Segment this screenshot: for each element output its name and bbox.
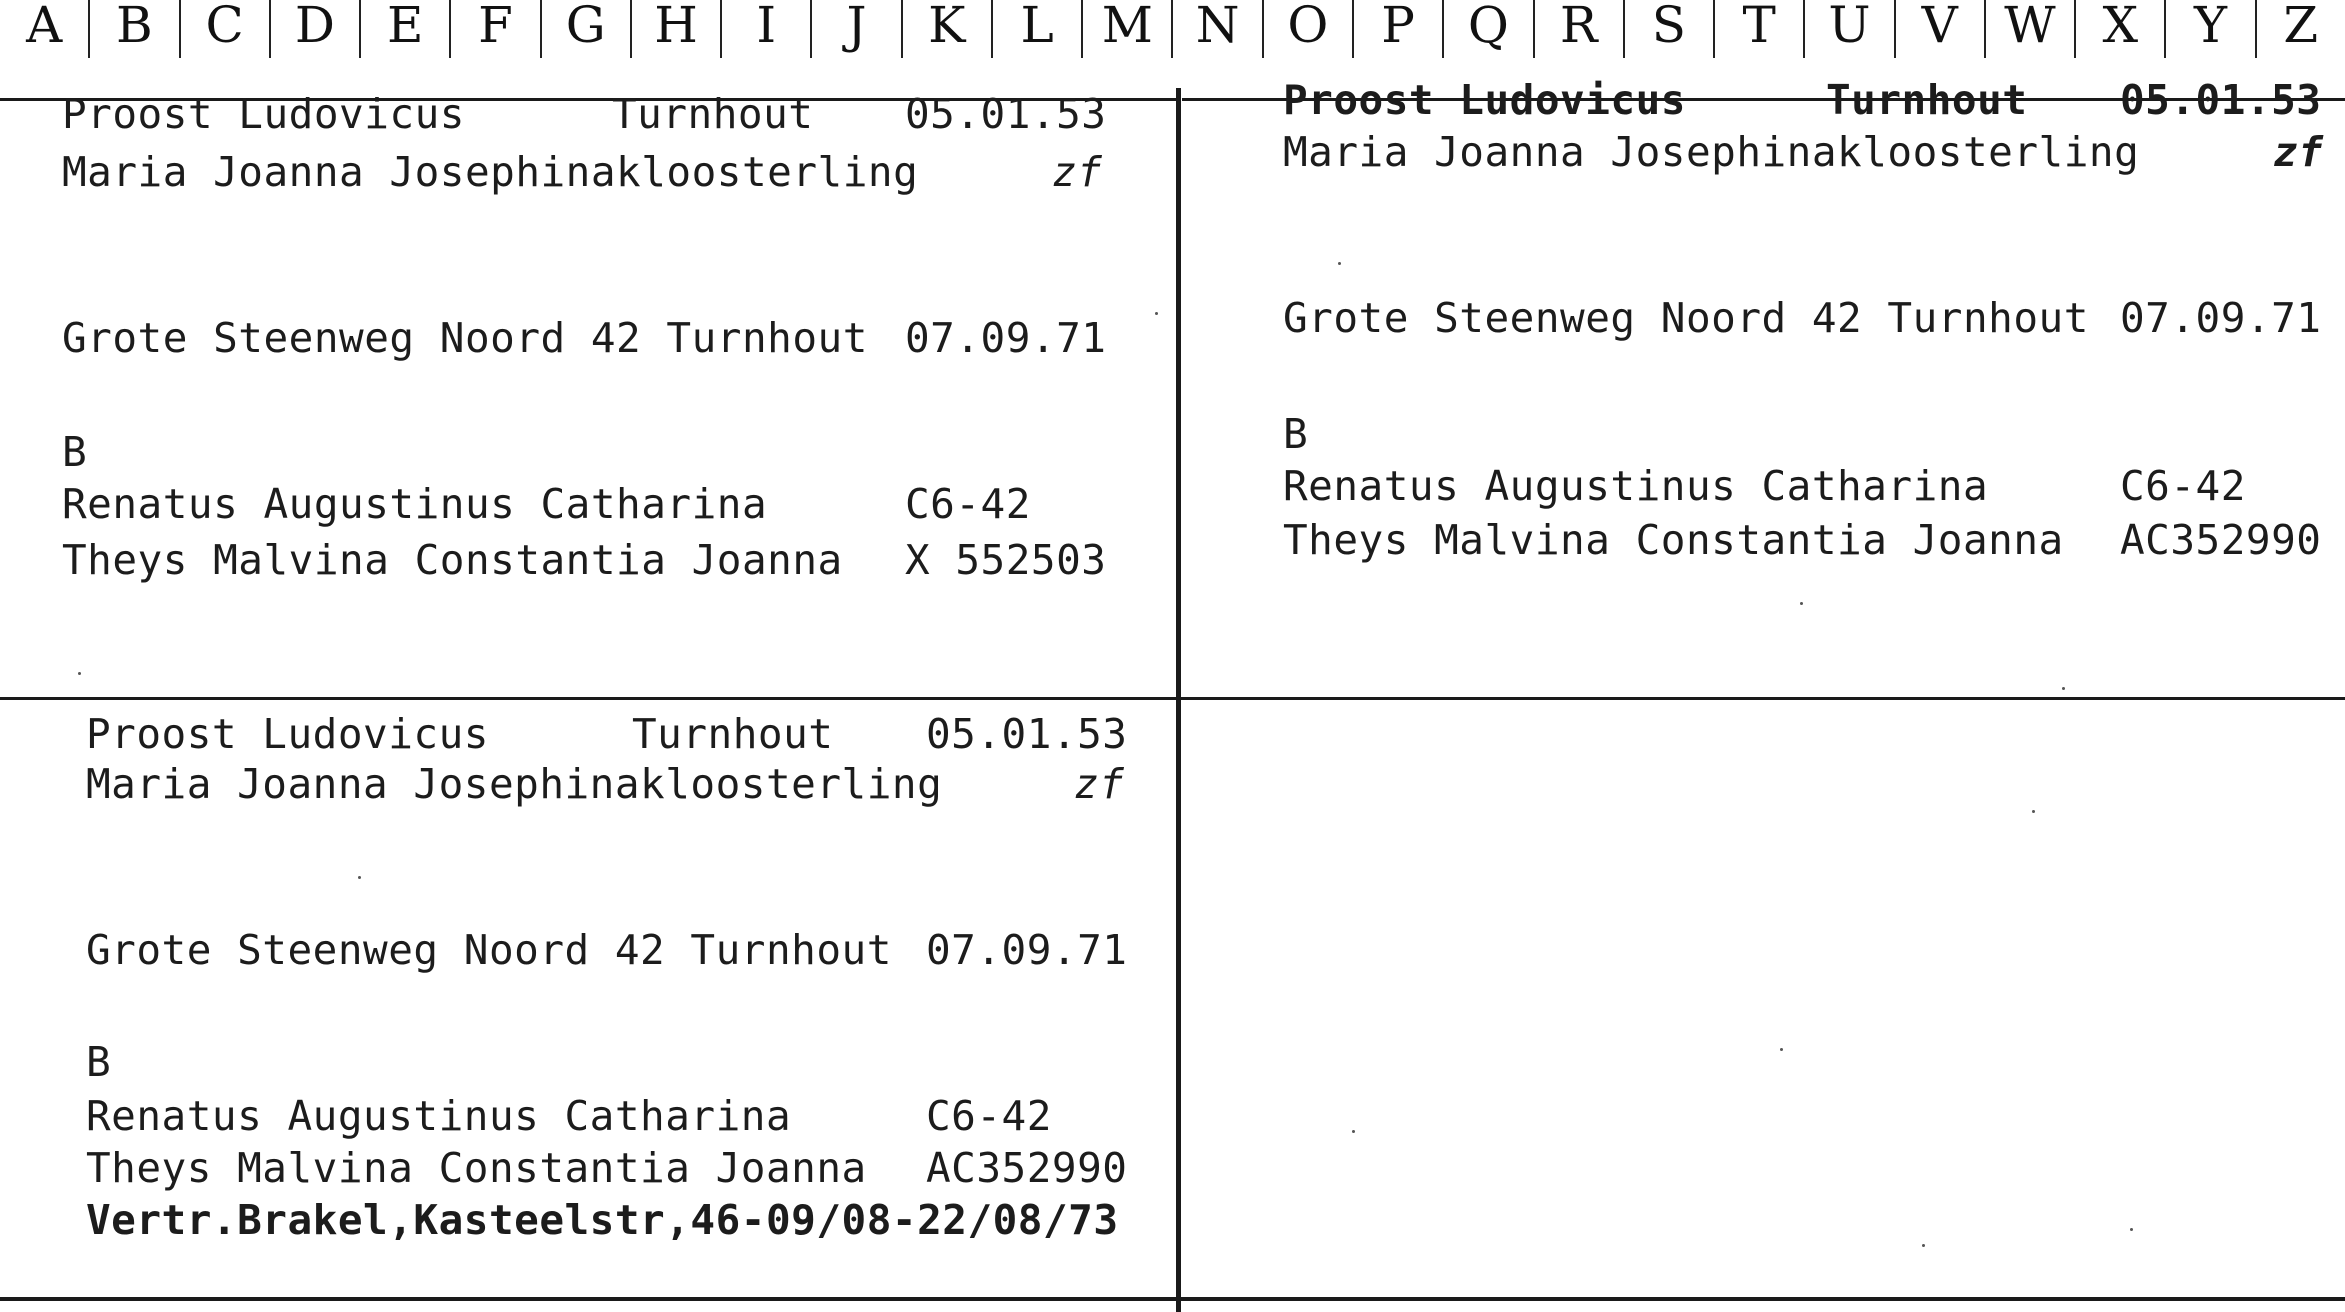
- index-letter-w: W: [1984, 0, 2074, 58]
- card-father-code: C6-42: [926, 1092, 1052, 1140]
- scan-speck: [1338, 262, 1341, 265]
- registration-card-1: [0, 0, 1176, 697]
- index-letter-d: D: [269, 0, 359, 58]
- index-letter-s: S: [1623, 0, 1713, 58]
- card-father-code: C6-42: [2120, 462, 2246, 510]
- card-birth-date: 05.01.53: [2120, 76, 2322, 124]
- card-place: Turnhout: [1826, 76, 2028, 124]
- scan-speck: [1922, 1244, 1925, 1247]
- card-address-date: 07.09.71: [926, 926, 1128, 974]
- card-mother2-code: AC352990: [2120, 516, 2322, 564]
- card-mother2-names: Theys Malvina Constantia Joanna: [62, 536, 843, 584]
- card-address-date: 07.09.71: [2120, 294, 2322, 342]
- card-mother2-names: Theys Malvina Constantia Joanna: [1283, 516, 2064, 564]
- card-mother-names: Maria Joanna Josephinakloosterling: [86, 760, 943, 808]
- index-letter-n: N: [1171, 0, 1261, 58]
- index-letter-c: C: [179, 0, 269, 58]
- scan-speck: [1352, 1130, 1355, 1133]
- scan-speck: [1800, 602, 1803, 605]
- index-letter-o: O: [1262, 0, 1352, 58]
- card-father-names: Renatus Augustinus Catharina: [62, 480, 768, 528]
- index-letter-i: I: [720, 0, 810, 58]
- index-letter-j: J: [810, 0, 900, 58]
- index-letter-f: F: [449, 0, 539, 58]
- scan-speck: [78, 672, 81, 675]
- index-letter-m: M: [1081, 0, 1171, 58]
- card-mark: zf: [1052, 148, 1103, 196]
- index-letter-q: Q: [1442, 0, 1532, 58]
- index-letter-k: K: [901, 0, 991, 58]
- registration-card-3: [0, 700, 1176, 1300]
- index-letter-p: P: [1352, 0, 1442, 58]
- scan-speck: [2062, 687, 2065, 690]
- index-letter-r: R: [1533, 0, 1623, 58]
- card-name: Proost Ludovicus: [62, 90, 465, 138]
- card-name: Proost Ludovicus: [1283, 76, 1686, 124]
- card-mother-names: Maria Joanna Josephinakloosterling: [62, 148, 919, 196]
- index-letter-l: L: [991, 0, 1081, 58]
- card-birth-date: 05.01.53: [905, 90, 1107, 138]
- index-letter-x: X: [2074, 0, 2164, 58]
- card-name: Proost Ludovicus: [86, 710, 489, 758]
- card-address: Grote Steenweg Noord 42 Turnhout: [62, 314, 868, 362]
- card-birth-date: 05.01.53: [926, 710, 1128, 758]
- index-letter-z: Z: [2255, 0, 2345, 58]
- card-section: B: [1283, 410, 1309, 458]
- index-letter-h: H: [630, 0, 720, 58]
- card-father-names: Renatus Augustinus Catharina: [1283, 462, 1989, 510]
- registration-card-4-blank: [1181, 700, 2345, 1300]
- card-mother2-names: Theys Malvina Constantia Joanna: [86, 1144, 867, 1192]
- index-letter-u: U: [1803, 0, 1893, 58]
- card-place: Turnhout: [632, 710, 834, 758]
- index-letter-b: B: [88, 0, 178, 58]
- card-mark: zf: [1074, 760, 1125, 808]
- card-note: Vertr.Brakel,Kasteelstr,46-09/08-22/08/73: [86, 1196, 1119, 1244]
- index-letter-g: G: [540, 0, 630, 58]
- scan-speck: [2032, 810, 2035, 813]
- index-letter-e: E: [359, 0, 449, 58]
- card-address: Grote Steenweg Noord 42 Turnhout: [86, 926, 892, 974]
- index-letter-a: A: [26, 0, 63, 54]
- index-letter-v: V: [1894, 0, 1984, 58]
- card-father-names: Renatus Augustinus Catharina: [86, 1092, 792, 1140]
- card-mother2-code: AC352990: [926, 1144, 1128, 1192]
- card-place: Turnhout: [612, 90, 814, 138]
- card-mark: zf: [2273, 128, 2324, 176]
- card-section: B: [86, 1038, 112, 1086]
- index-letter-y: Y: [2164, 0, 2254, 58]
- scan-speck: [1155, 312, 1158, 315]
- card-mother2-code: X 552503: [905, 536, 1107, 584]
- card-address-date: 07.09.71: [905, 314, 1107, 362]
- card-section: B: [62, 428, 88, 476]
- card-address: Grote Steenweg Noord 42 Turnhout: [1283, 294, 2089, 342]
- registration-card-2: [1181, 0, 2345, 697]
- index-letter-t: T: [1713, 0, 1803, 58]
- card-mother-names: Maria Joanna Josephinakloosterling: [1283, 128, 2140, 176]
- scan-speck: [358, 876, 361, 879]
- scan-speck: [1780, 1048, 1783, 1051]
- card-father-code: C6-42: [905, 480, 1031, 528]
- scan-speck: [2130, 1228, 2133, 1231]
